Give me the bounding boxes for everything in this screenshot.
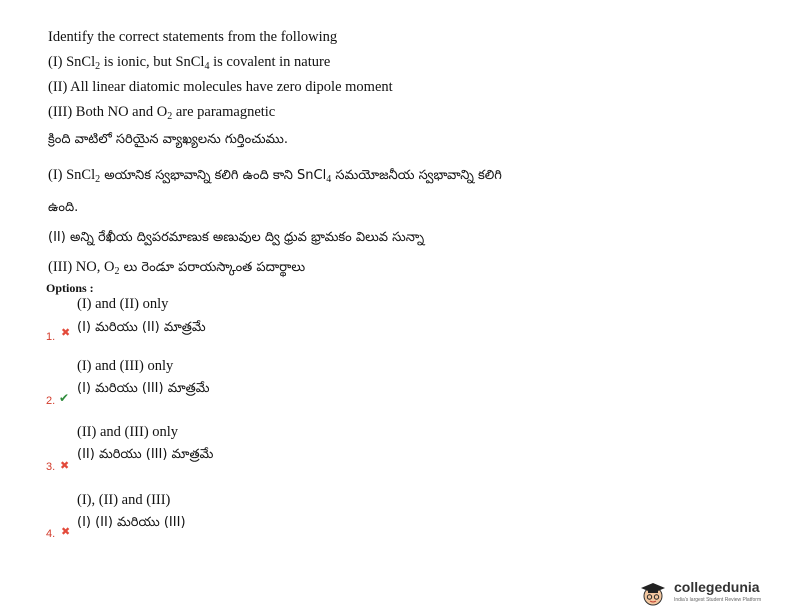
option-3-english[interactable]: (II) and (III) only bbox=[77, 424, 179, 440]
option-3-number: 3. bbox=[46, 461, 56, 473]
question-heading: Identify the correct statements from the following bbox=[48, 29, 338, 45]
statement-2: (II) All linear diatomic molecules have zero dipole moment bbox=[48, 79, 393, 95]
telugu-statement-3: (III) NO, $O_2$ లు రెండూ పరాయస్కాంత పదార్థాలు bbox=[48, 259, 306, 277]
graduate-mascot-icon bbox=[640, 580, 666, 606]
options-label: Options : bbox=[46, 281, 94, 295]
option-2-telugu[interactable]: (I) మరియు (III) మాత్రమే bbox=[77, 381, 210, 396]
telugu-statement-1-continued: ఉంది. bbox=[48, 200, 79, 215]
option-1-english[interactable]: (I) and (II) only bbox=[77, 296, 169, 312]
brand-tagline: India's largest Student Review Platform bbox=[674, 597, 762, 603]
option-1-telugu[interactable]: (I) మరియు (II) మాత్రమే bbox=[77, 320, 206, 335]
wrong-cross-icon: ✖ bbox=[60, 459, 70, 472]
option-1-number: 1. bbox=[46, 331, 56, 343]
brand-name: collegedunia bbox=[674, 579, 760, 595]
option-4-telugu[interactable]: (I) (II) మరియు (III) bbox=[77, 515, 186, 530]
telugu-statement-1: (I) SnCl$_2$ అయానిక స్వభావాన్ని కలిగి ఉంది కాని SnCl$_4$ సమయోజనీయ స్వభావాన్ని కలిగి bbox=[48, 167, 502, 185]
option-4-number: 4. bbox=[46, 528, 56, 540]
wrong-cross-icon: ✖ bbox=[61, 525, 71, 538]
option-4-english[interactable]: (I), (II) and (III) bbox=[77, 492, 171, 508]
statement-1: (I) SnCl$_2$ is ionic, but SnCl$_4$ is covalent in nature bbox=[48, 54, 331, 72]
telugu-heading: క్రింది వాటిలో సరియైన వ్యాఖ్యలను గుర్తించుము. bbox=[48, 132, 288, 147]
correct-check-icon: ✔ bbox=[59, 391, 70, 405]
option-3-telugu[interactable]: (II) మరియు (III) మాత్రమే bbox=[77, 447, 214, 462]
statement-3: (III) Both NO and $O_2$ are paramagnetic bbox=[48, 104, 276, 122]
wrong-cross-icon: ✖ bbox=[61, 326, 71, 339]
telugu-statement-2: (II) అన్ని రేఖీయ ద్విపరమాణుక అణువుల ద్వి ధ్రువ భ్రామకం విలువ సున్నా bbox=[48, 230, 425, 245]
option-2-english[interactable]: (I) and (III) only bbox=[77, 358, 174, 374]
option-2-number: 2. bbox=[46, 395, 56, 407]
collegedunia-logo bbox=[640, 578, 790, 608]
